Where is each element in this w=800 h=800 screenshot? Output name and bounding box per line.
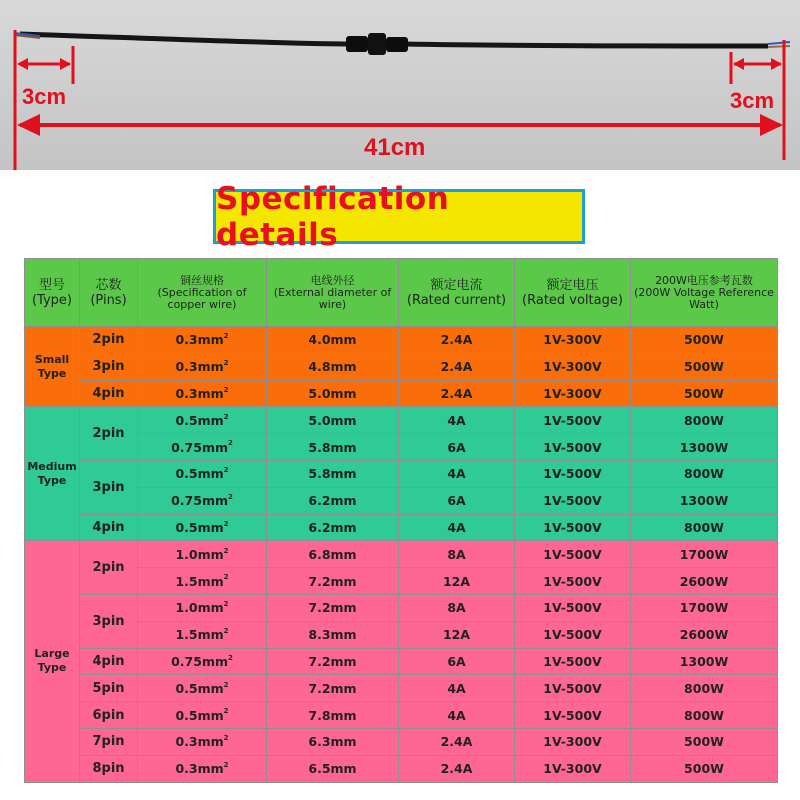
wire-spec-value: 0.5mm (175, 466, 224, 482)
right-length-label: 3cm (730, 88, 775, 113)
wire-spec-value: 0.5mm (175, 412, 224, 428)
header-reference-watt (631, 259, 778, 327)
cell-outer-diameter: 6.2mm (267, 514, 399, 541)
cell-reference-watt: 1700W (631, 594, 778, 621)
cell-rated-voltage: 1V-500V (515, 541, 631, 568)
cell-reference-watt: 800W (631, 460, 778, 487)
right-dim-arrowhead-a (733, 58, 744, 70)
cell-type-small: Small Type (25, 327, 80, 407)
cell-rated-voltage: 1V-500V (515, 434, 631, 461)
table-row (25, 648, 778, 675)
header-reference-watt-en: (200W Voltage Reference Watt) (634, 285, 774, 311)
spec-banner-title: Specification details (216, 180, 450, 253)
cell-rated-voltage: 1V-500V (515, 648, 631, 675)
header-wire-spec (138, 259, 267, 327)
wire-spec-value: 0.5mm (175, 519, 224, 535)
cell-type-medium: Medium Type (25, 407, 80, 541)
cell-outer-diameter: 8.3mm (267, 621, 399, 648)
header-pins (80, 259, 138, 327)
cell-pins: 7pin (80, 728, 138, 755)
cell-outer-diameter: 7.2mm (267, 675, 399, 702)
spec-banner (213, 180, 585, 253)
table-row (25, 380, 778, 407)
cell-rated-current: 2.4A (399, 380, 515, 407)
cable-right (404, 44, 768, 46)
cell-rated-current: 12A (399, 621, 515, 648)
cell-pins: 5pin (80, 675, 138, 702)
cell-rated-current: 2.4A (399, 353, 515, 380)
cell-rated-current: 4A (399, 407, 515, 434)
cell-pins: 3pin (80, 594, 138, 648)
table-row (25, 460, 778, 487)
cell-pins: 2pin (80, 327, 138, 354)
cell-reference-watt: 500W (631, 728, 778, 755)
cell-rated-voltage: 1V-500V (515, 702, 631, 729)
cell-rated-current: 6A (399, 648, 515, 675)
cell-wire-spec (138, 728, 267, 755)
cell-reference-watt: 2600W (631, 621, 778, 648)
cell-rated-voltage: 1V-500V (515, 407, 631, 434)
cell-rated-voltage: 1V-300V (515, 728, 631, 755)
cell-rated-current: 2.4A (399, 327, 515, 354)
cell-outer-diameter: 6.5mm (267, 755, 399, 782)
cell-rated-current: 4A (399, 514, 515, 541)
cell-wire-spec (138, 702, 267, 729)
header-rated-voltage-en: (Rated voltage) (522, 292, 623, 308)
cell-wire-spec (138, 755, 267, 782)
cell-rated-voltage: 1V-500V (515, 675, 631, 702)
table-row (25, 327, 778, 354)
header-reference-watt-cn: 200W电压参考瓦数 (655, 273, 753, 287)
header-outer-diameter-cn: 电线外径 (310, 273, 355, 287)
table-row (25, 514, 778, 541)
cell-rated-current: 2.4A (399, 728, 515, 755)
left-dim-arrowhead-a (17, 58, 28, 70)
cell-reference-watt: 500W (631, 353, 778, 380)
wire-spec-value: 1.0mm (175, 546, 224, 562)
table-row (25, 675, 778, 702)
cell-wire-spec (138, 541, 267, 568)
cell-rated-voltage: 1V-500V (515, 594, 631, 621)
header-pins-cn: 芯数 (95, 277, 122, 293)
cell-pins: 6pin (80, 702, 138, 729)
wire-spec-value: 0.5mm (175, 707, 224, 723)
header-rated-voltage (515, 259, 631, 327)
cable-photo (0, 0, 800, 170)
wire-spec-value: 0.3mm (175, 734, 224, 750)
cell-reference-watt: 800W (631, 702, 778, 729)
cell-outer-diameter: 7.2mm (267, 648, 399, 675)
cell-rated-voltage: 1V-300V (515, 380, 631, 407)
squared-sign: 2 (223, 680, 229, 689)
cell-wire-spec (138, 407, 267, 434)
table-row (25, 728, 778, 755)
cell-reference-watt: 1300W (631, 648, 778, 675)
header-rated-voltage-cn: 额定电压 (546, 277, 599, 293)
squared-sign: 2 (223, 385, 229, 394)
cell-wire-spec (138, 434, 267, 461)
cell-outer-diameter: 6.2mm (267, 487, 399, 514)
table-row (25, 621, 778, 648)
header-outer-diameter-en: (External diameter of wire) (273, 285, 392, 311)
cell-wire-spec (138, 568, 267, 595)
cell-wire-spec (138, 648, 267, 675)
cell-type-large: Large Type (25, 541, 80, 782)
cell-reference-watt: 800W (631, 407, 778, 434)
squared-sign: 2 (223, 412, 229, 421)
cell-outer-diameter: 4.0mm (267, 327, 399, 354)
cell-pins: 2pin (80, 407, 138, 461)
cell-reference-watt: 1700W (631, 541, 778, 568)
total-dim-arrowhead-a (17, 114, 40, 136)
wire-spec-value: 1.5mm (175, 627, 224, 643)
total-dim-arrowhead-b (760, 114, 783, 136)
wire-spec-value: 0.75mm (171, 439, 229, 455)
cell-pins: 4pin (80, 380, 138, 407)
cell-reference-watt: 800W (631, 675, 778, 702)
table-row (25, 755, 778, 782)
table-row (25, 702, 778, 729)
cell-rated-current: 4A (399, 702, 515, 729)
right-dim-arrowhead-b (771, 58, 782, 70)
left-length-label: 3cm (22, 84, 67, 109)
cell-rated-current: 12A (399, 568, 515, 595)
cell-reference-watt: 500W (631, 755, 778, 782)
cell-rated-current: 8A (399, 594, 515, 621)
cell-pins: 3pin (80, 353, 138, 380)
cell-wire-spec (138, 514, 267, 541)
header-pins-en: (Pins) (90, 292, 127, 308)
cell-outer-diameter: 7.8mm (267, 702, 399, 729)
header-rated-current-cn: 额定电流 (430, 277, 483, 293)
cell-outer-diameter: 5.0mm (267, 407, 399, 434)
cell-rated-current: 2.4A (399, 755, 515, 782)
table-row (25, 434, 778, 461)
cell-rated-voltage: 1V-500V (515, 487, 631, 514)
connector-right (386, 37, 408, 52)
cell-rated-voltage: 1V-300V (515, 327, 631, 354)
cell-rated-current: 8A (399, 541, 515, 568)
cell-rated-voltage: 1V-500V (515, 514, 631, 541)
wire-spec-value: 0.5mm (175, 680, 224, 696)
spec-table (24, 258, 778, 783)
cell-outer-diameter: 5.8mm (267, 460, 399, 487)
header-rated-current-en: (Rated current) (406, 292, 507, 308)
cell-wire-spec (138, 594, 267, 621)
wire-spec-value: 0.3mm (175, 359, 224, 375)
cell-outer-diameter: 6.8mm (267, 541, 399, 568)
squared-sign: 2 (223, 332, 229, 341)
squared-sign: 2 (223, 519, 229, 528)
cell-rated-current: 4A (399, 675, 515, 702)
squared-sign: 2 (223, 707, 229, 716)
cell-pins: 8pin (80, 755, 138, 782)
cell-reference-watt: 800W (631, 514, 778, 541)
total-length-label: 41cm (364, 134, 426, 161)
squared-sign: 2 (223, 573, 229, 582)
cell-reference-watt: 1300W (631, 487, 778, 514)
left-dim-arrowhead-b (60, 58, 71, 70)
cell-wire-spec (138, 487, 267, 514)
cell-rated-current: 4A (399, 460, 515, 487)
cable-left (20, 34, 352, 44)
cell-reference-watt: 2600W (631, 568, 778, 595)
cell-outer-diameter: 4.8mm (267, 353, 399, 380)
header-wire-spec-en: (Specification of copper wire) (157, 285, 247, 311)
cell-rated-voltage: 1V-500V (515, 568, 631, 595)
wire-spec-value: 1.0mm (175, 600, 224, 616)
cell-outer-diameter: 7.2mm (267, 568, 399, 595)
cell-rated-voltage: 1V-300V (515, 755, 631, 782)
squared-sign: 2 (228, 439, 233, 448)
header-outer-diameter (267, 259, 399, 327)
wire-spec-value: 0.75mm (171, 653, 229, 669)
connector-left (346, 36, 368, 52)
cell-pins: 2pin (80, 541, 138, 595)
cell-wire-spec (138, 327, 267, 354)
cell-pins: 4pin (80, 648, 138, 675)
table-row (25, 541, 778, 568)
table-body (25, 327, 778, 783)
cell-outer-diameter: 5.8mm (267, 434, 399, 461)
table-row (25, 594, 778, 621)
cell-rated-voltage: 1V-300V (515, 353, 631, 380)
cell-rated-voltage: 1V-500V (515, 460, 631, 487)
wire-spec-value: 0.75mm (171, 493, 229, 509)
cell-reference-watt: 1300W (631, 434, 778, 461)
cell-wire-spec (138, 675, 267, 702)
wire-spec-value: 0.3mm (175, 761, 224, 777)
table-row (25, 353, 778, 380)
table-header-row (25, 259, 778, 327)
cell-pins: 4pin (80, 514, 138, 541)
table-row (25, 407, 778, 434)
squared-sign: 2 (228, 493, 233, 502)
squared-sign: 2 (223, 600, 229, 609)
cell-wire-spec (138, 353, 267, 380)
cell-wire-spec (138, 380, 267, 407)
header-type (25, 259, 80, 327)
squared-sign: 2 (223, 734, 229, 743)
table-row (25, 487, 778, 514)
squared-sign: 2 (223, 359, 229, 368)
squared-sign: 2 (223, 627, 229, 635)
squared-sign: 2 (228, 653, 233, 662)
cell-reference-watt: 500W (631, 380, 778, 407)
header-rated-current (399, 259, 515, 327)
cell-outer-diameter: 7.2mm (267, 594, 399, 621)
table-row (25, 568, 778, 595)
connector-nut (368, 33, 386, 55)
cell-pins: 3pin (80, 460, 138, 514)
squared-sign: 2 (223, 466, 229, 475)
cell-rated-current: 6A (399, 434, 515, 461)
cell-outer-diameter: 6.3mm (267, 728, 399, 755)
wire-spec-value: 0.3mm (175, 332, 224, 348)
wire-brown-right (768, 46, 790, 47)
cell-outer-diameter: 5.0mm (267, 380, 399, 407)
wire-spec-value: 1.5mm (175, 573, 224, 589)
wire-blue-right (768, 42, 790, 44)
squared-sign: 2 (223, 546, 229, 555)
squared-sign: 2 (223, 760, 229, 769)
header-type-en: (Type) (31, 292, 72, 308)
cell-wire-spec (138, 621, 267, 648)
header-type-cn: 型号 (38, 277, 65, 293)
cell-reference-watt: 500W (631, 327, 778, 354)
cell-rated-current: 6A (399, 487, 515, 514)
wire-spec-value: 0.3mm (175, 385, 224, 401)
cell-rated-voltage: 1V-500V (515, 621, 631, 648)
header-wire-spec-cn: 铜丝规格 (180, 273, 224, 287)
cell-wire-spec (138, 460, 267, 487)
